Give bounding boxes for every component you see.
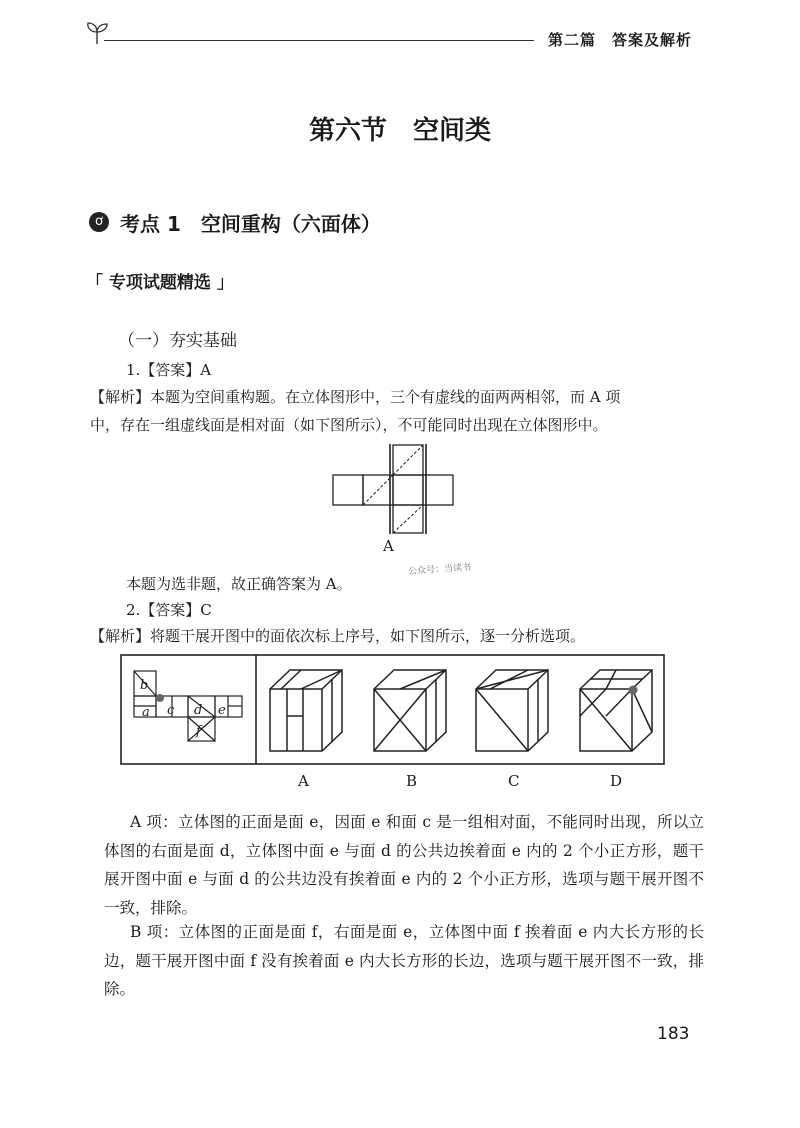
page-number: 183 xyxy=(657,1024,690,1044)
option-label-d: D xyxy=(610,772,623,790)
analysis-option-b: B 项：立体图的正面是面 f，右面是面 e，立体图中面 f 挨着面 e 内大长方形的长边，题干展开图中面 f 没有挨着面 e 内大长方形的长边，选项与题干展开图不一致，排除。 xyxy=(104,923,704,998)
kaodian-title: 考点 1 空间重构（六面体） xyxy=(120,212,381,236)
q1-explanation-line1: 【解析】本题为空间重构题。在立体图形中，三个有虚线的面两两相邻，而 A 项 xyxy=(90,388,621,406)
option-label-b: B xyxy=(406,772,418,790)
handwritten-scribble: 公众号：当读书 xyxy=(407,562,472,578)
cube-option-d xyxy=(580,670,652,751)
q1-explanation-line2: 中，存在一组虚线面是相对面（如下图所示），不可能同时出现在立体图形中。 xyxy=(90,416,608,434)
face-label-e: e xyxy=(218,703,226,718)
q1-net-figure xyxy=(332,444,454,534)
dashed-diag-left xyxy=(363,475,393,505)
dashed-diag-bottom xyxy=(393,505,423,533)
running-header: 第二篇 答案及解析 xyxy=(548,31,693,49)
q1-conclusion: 本题为选非题，故正确答案为 A。 xyxy=(126,575,352,593)
net-highlight xyxy=(390,444,426,534)
face-label-c: c xyxy=(167,703,175,718)
q1-answer: 1.【答案】A xyxy=(126,361,212,379)
q2-explanation-line1: 【解析】将题干展开图中的面依次标上序号，如下图所示，逐一分析选项。 xyxy=(90,627,586,645)
net-dot xyxy=(156,694,164,702)
net-face-right xyxy=(423,475,453,505)
section-title: 第六节 空间类 xyxy=(308,116,491,146)
face-label-a: a xyxy=(142,705,150,720)
analysis-option-a: A 项：立体图的正面是面 e，因面 e 和面 c 是一组相对面，不能同时出现，所以立体图的右面是面 d，立体图中面 e 与面 d 的公共边挨着面 e 内的 2 个小正方形，题干展开图中面 e 与面 d 的公共边没有挨着面 e 内的 2 个小正方形，选项与题干展开图不一致，排除。 xyxy=(104,813,704,917)
net-face-left2 xyxy=(333,475,363,505)
cube-option-b xyxy=(374,670,446,751)
q2-options-figure xyxy=(120,654,666,766)
cube-option-a xyxy=(270,670,342,751)
option-label-c: C xyxy=(508,772,520,790)
cube-d-dot xyxy=(629,686,638,695)
q2-answer: 2.【答案】C xyxy=(126,601,212,619)
sprout-icon xyxy=(84,20,110,46)
face-label-d: d xyxy=(194,703,203,718)
dashed-diag-top xyxy=(393,445,423,475)
q1-figure-label: A xyxy=(383,537,394,555)
cube-option-c xyxy=(476,670,548,751)
net-face-center xyxy=(393,475,423,505)
part-title: （一）夯实基础 xyxy=(118,331,237,351)
kaodian-icon: ơ xyxy=(89,212,109,232)
q2-net xyxy=(134,671,242,741)
header-rule xyxy=(104,40,534,41)
face-label-f: f xyxy=(196,724,201,739)
subsection-title: 「 专项试题精选 」 xyxy=(86,273,234,293)
face-label-b: b xyxy=(140,678,149,693)
option-label-a: A xyxy=(298,772,309,790)
